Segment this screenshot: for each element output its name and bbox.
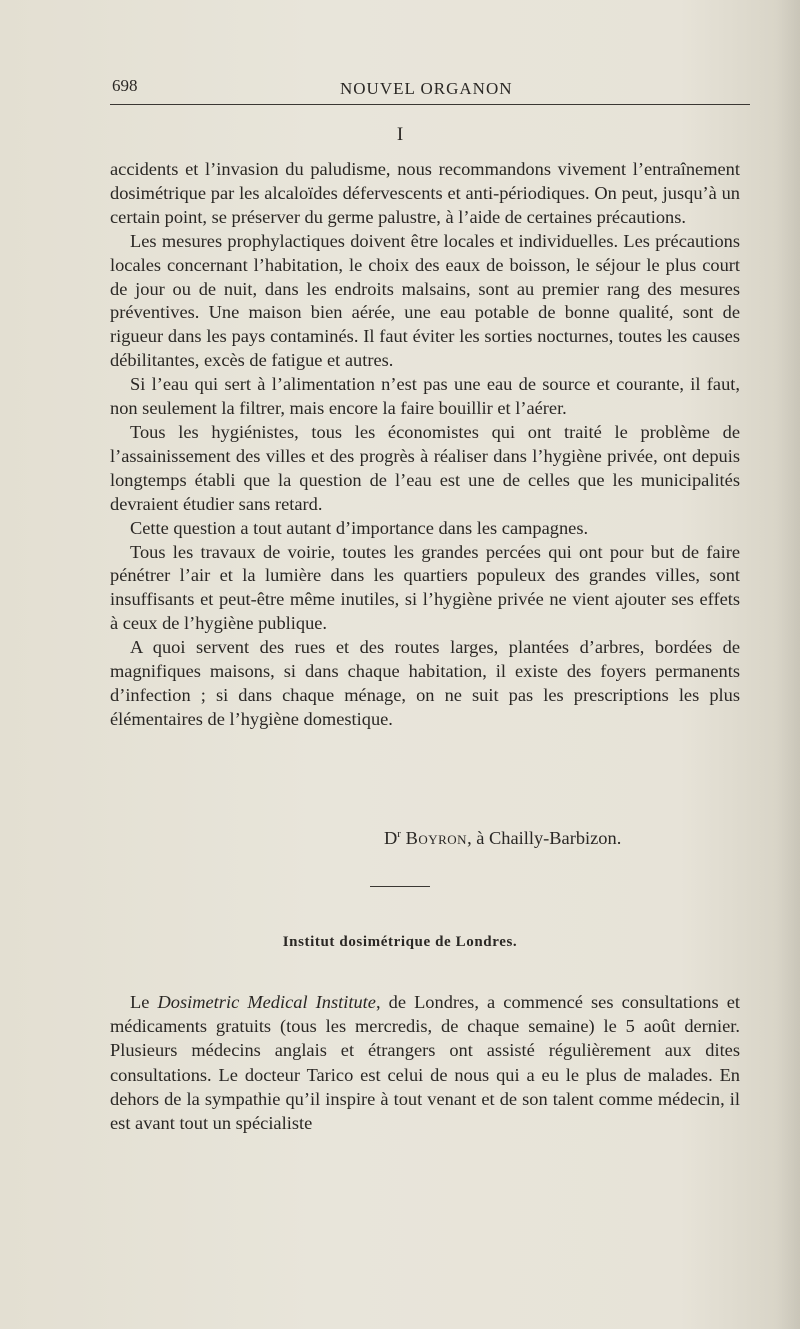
article-body <box>110 158 740 732</box>
author-place: , à Chailly-Barbizon. <box>467 828 622 849</box>
author-name: Boyron <box>405 828 468 849</box>
paragraph: Tous les hygiénistes, tous les économistes qui ont traité le problème de l’assainissement des villes et des progrès à réaliser dans l’hygiène privée, ont depuis longtemps établi que la question de l’eau est une de celles que les municipalités devraient étudier sans retard. <box>110 421 740 514</box>
author-signature <box>384 828 621 849</box>
paragraph-text: , de Londres, a commencé ses consultations et médicaments gratuits (tous les mercredis, de chaque semaine) le 5 août dernier. Plusieurs médecins anglais et étrangers ont assisté régulièrement aux dites consultations. Le docteur Tarico est celui de nous qui a eu le plus de malades. En dehors de la sympathie qu’il inspire à tout venant et de son talent comme médecin, il est avant tout un spécialiste <box>110 992 740 1134</box>
page-header <box>112 76 740 102</box>
paragraph: A quoi servent des rues et des routes larges, plantées d’arbres, bordées de magnifiques maisons, si dans chaque habitation, il existe des foyers permanents d’infection ; si dans chaque ménage, on ne suit pas les prescriptions les plus élémentaires de l’hygiène domestique. <box>110 637 740 729</box>
paragraph <box>110 990 740 1135</box>
section-mark: I <box>396 124 404 145</box>
running-title: NOUVEL ORGANON <box>340 79 513 98</box>
section-body <box>110 990 740 1135</box>
paragraph: Les mesures prophylactiques doivent être locales et individuelles. Les précautions locales concernant l’habitation, le choix des eaux de boisson, le séjour le plus court de jour ou de nuit, dans les endroits malsains, sont au premier rang des mesures préventives. Une maison bien aérée, une eau potable de bonne qualité, sont de rigueur dans les pays contaminés. Il faut éviter les sorties nocturnes, toutes les causes débilitantes, excès de fatigue et autres. <box>110 230 740 371</box>
author-title: D <box>384 828 398 849</box>
author-title-sup: r <box>397 828 401 840</box>
paragraph: Si l’eau qui sert à l’alimentation n’est pas une eau de source et courante, il faut, non seulement la filtrer, mais encore la faire bouillir et l’aérer. <box>110 374 740 419</box>
institute-name: Dosimetric Medical Institute <box>157 992 376 1012</box>
section-title: Institut dosimétrique de Londres. <box>282 934 518 950</box>
paragraph-continuation: accidents et l’invasion du paludisme, nous recommandons vivement l’entraînement dosimétrique par les alcaloïdes défervescents et anti-périodiques. On peut, jusqu’à un certain point, se préserver du germe palustre, à l’aide de certaines précautions. <box>110 159 740 227</box>
section-divider <box>370 886 430 887</box>
paragraph: Tous les travaux de voirie, toutes les grandes percées qui ont pour but de faire pénétrer l’air et la lumière dans les quartiers populeux des grandes villes, sont insuffisants et peut-être même inutiles, si l’hygiène privée ne vient ajouter ses effets à ceux de l’hygiène publique. <box>110 541 740 634</box>
lead-text: Le <box>130 992 158 1012</box>
page-number: 698 <box>112 76 138 95</box>
paragraph: Cette question a tout autant d’importance dans les campagnes. <box>130 517 589 538</box>
header-rule <box>110 104 750 105</box>
